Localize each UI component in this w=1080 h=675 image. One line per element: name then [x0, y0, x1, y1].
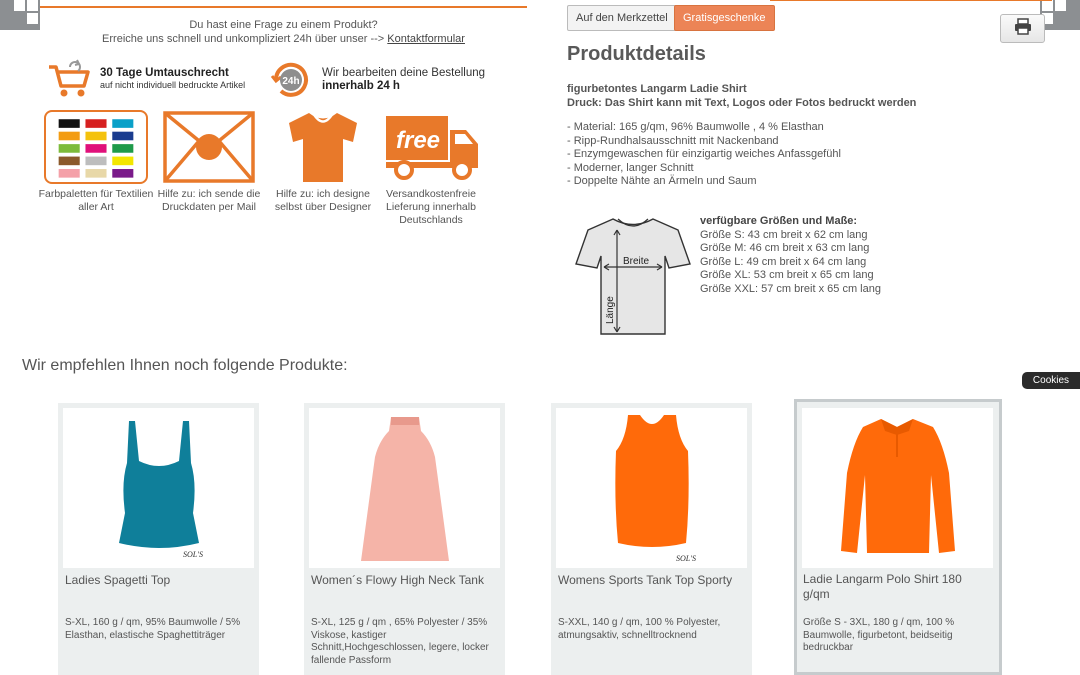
color-palette-icon	[44, 110, 148, 184]
product-details-title: Produktdetails	[567, 43, 706, 65]
product-image[interactable]	[63, 408, 254, 568]
corner-tile-left	[0, 0, 40, 30]
recommendations-heading: Wir empfehlen Ihnen noch folgende Produkte:	[22, 357, 348, 374]
product-feature: - Moderner, langer Schnitt	[567, 161, 694, 174]
size-row: Größe XXL: 57 cm breit x 65 cm lang	[700, 282, 881, 295]
feature-color-palettes[interactable]	[37, 110, 155, 214]
size-row: Größe XL: 53 cm breit x 65 cm lang	[700, 269, 874, 282]
size-row: Größe L: 49 cm breit x 64 cm lang	[700, 255, 867, 268]
cookies-button[interactable]: Cookies	[1022, 372, 1080, 389]
product-print-note: Druck: Das Shirt kann mit Text, Logos oder Fotos bedruckt werden	[567, 97, 917, 109]
product-description: Größe S - 3XL, 180 g / qm, 100 % Baumwolle, figurbetont, beidseitig bedruckbar	[803, 617, 955, 653]
mail-icon	[157, 110, 261, 184]
feature-caption: Hilfe zu: ich sende die Druckdaten per Mail	[157, 188, 261, 213]
contact-form-link[interactable]: Kontaktformular	[387, 33, 465, 45]
printer-icon	[1014, 18, 1032, 40]
product-name[interactable]: Women´s Flowy High Neck Tank	[311, 573, 484, 587]
product-card[interactable]	[794, 399, 1002, 675]
promo-subtitle: innerhalb 24 h	[322, 80, 400, 92]
sizes-heading: verfügbare Größen und Maße:	[700, 215, 858, 227]
feature-caption: Hilfe zu: ich designe selbst über Designer	[274, 188, 372, 213]
size-diagram	[573, 216, 693, 338]
product-image[interactable]	[802, 408, 993, 568]
size-table	[700, 215, 881, 297]
product-card[interactable]	[551, 403, 752, 675]
product-card[interactable]	[304, 403, 505, 675]
free-delivery-truck-icon	[379, 110, 483, 184]
contact-line-2: Erreiche uns schnell und unkompliziert 24h über unser -->	[102, 33, 385, 45]
feature-caption: Farbpaletten für Textilien aller Art	[38, 188, 154, 213]
corner-tile-right	[1040, 0, 1080, 30]
product-description: S-XL, 125 g / qm , 65% Polyester / 35% Viskose, kastiger Schnitt,Hochgeschlossen, legere, locker fallende Passform	[311, 617, 489, 666]
product-image[interactable]	[309, 408, 500, 568]
feature-send-print-data[interactable]	[150, 110, 268, 214]
free-gifts-button[interactable]: Gratisgeschenke	[674, 5, 775, 31]
promo-return-policy	[46, 58, 245, 100]
product-description: S-XXL, 140 g / qm, 100 % Polyester, atmungsaktiv, schnelltrocknend	[558, 617, 721, 641]
cart-icon	[46, 58, 92, 100]
diagram-length-label: Länge	[605, 296, 616, 324]
product-description: S-XL, 160 g / qm, 95% Baumwolle / 5% Elasthan, elastische Spaghettiträger	[65, 617, 241, 641]
product-name[interactable]: Womens Sports Tank Top Sporty	[558, 573, 733, 587]
product-feature: - Material: 165 g/qm, 96% Baumwolle , 4 % Elasthan	[567, 121, 824, 133]
feature-caption: Versandkostenfreie Lieferung innerhalb Deutschlands	[386, 188, 476, 226]
product-name[interactable]: Ladie Langarm Polo Shirt 180 g/qm	[803, 572, 962, 601]
size-row: Größe M: 46 cm breit x 63 cm lang	[700, 242, 870, 255]
product-card[interactable]	[58, 403, 259, 675]
orange-divider-right	[770, 0, 1052, 1]
truck-free-label: free	[395, 127, 441, 154]
product-name: figurbetontes Langarm Ladie Shirt	[567, 83, 747, 95]
tshirt-icon	[271, 110, 375, 184]
svg-text:24h: 24h	[282, 76, 300, 87]
contact-line-1: Du hast eine Frage zu einem Produkt?	[189, 19, 378, 31]
brand-logo: SOL'S	[675, 553, 696, 563]
add-to-wishlist-button[interactable]: Auf den Merkzettel	[567, 5, 677, 31]
product-feature: - Enzymgewaschen für einzigartig weiches Anfassgefühl	[567, 148, 841, 161]
print-button[interactable]	[1000, 14, 1045, 43]
contact-note	[40, 18, 527, 46]
feature-self-design[interactable]	[264, 110, 382, 214]
diagram-width-label: Breite	[622, 256, 650, 267]
brand-logo: SOL'S	[182, 550, 203, 559]
product-feature-list	[567, 121, 841, 189]
24h-icon	[270, 60, 312, 100]
product-feature: - Doppelte Nähte an Ärmeln und Saum	[567, 175, 757, 188]
orange-divider	[40, 6, 527, 8]
product-image[interactable]	[556, 408, 747, 568]
product-feature: - Ripp-Rundhalsausschnitt mit Nackenband	[567, 134, 779, 147]
promo-processing-time	[270, 60, 485, 100]
promo-title: 30 Tage Umtauschrecht	[100, 67, 229, 79]
promo-subtitle: auf nicht individuell bedruckte Artikel	[100, 80, 246, 90]
size-row: Größe S: 43 cm breit x 62 cm lang	[700, 228, 868, 241]
product-name[interactable]: Ladies Spagetti Top	[65, 573, 171, 587]
feature-free-shipping[interactable]	[372, 110, 490, 227]
product-summary	[567, 82, 916, 110]
promo-title: Wir bearbeiten deine Bestellung	[322, 67, 486, 79]
